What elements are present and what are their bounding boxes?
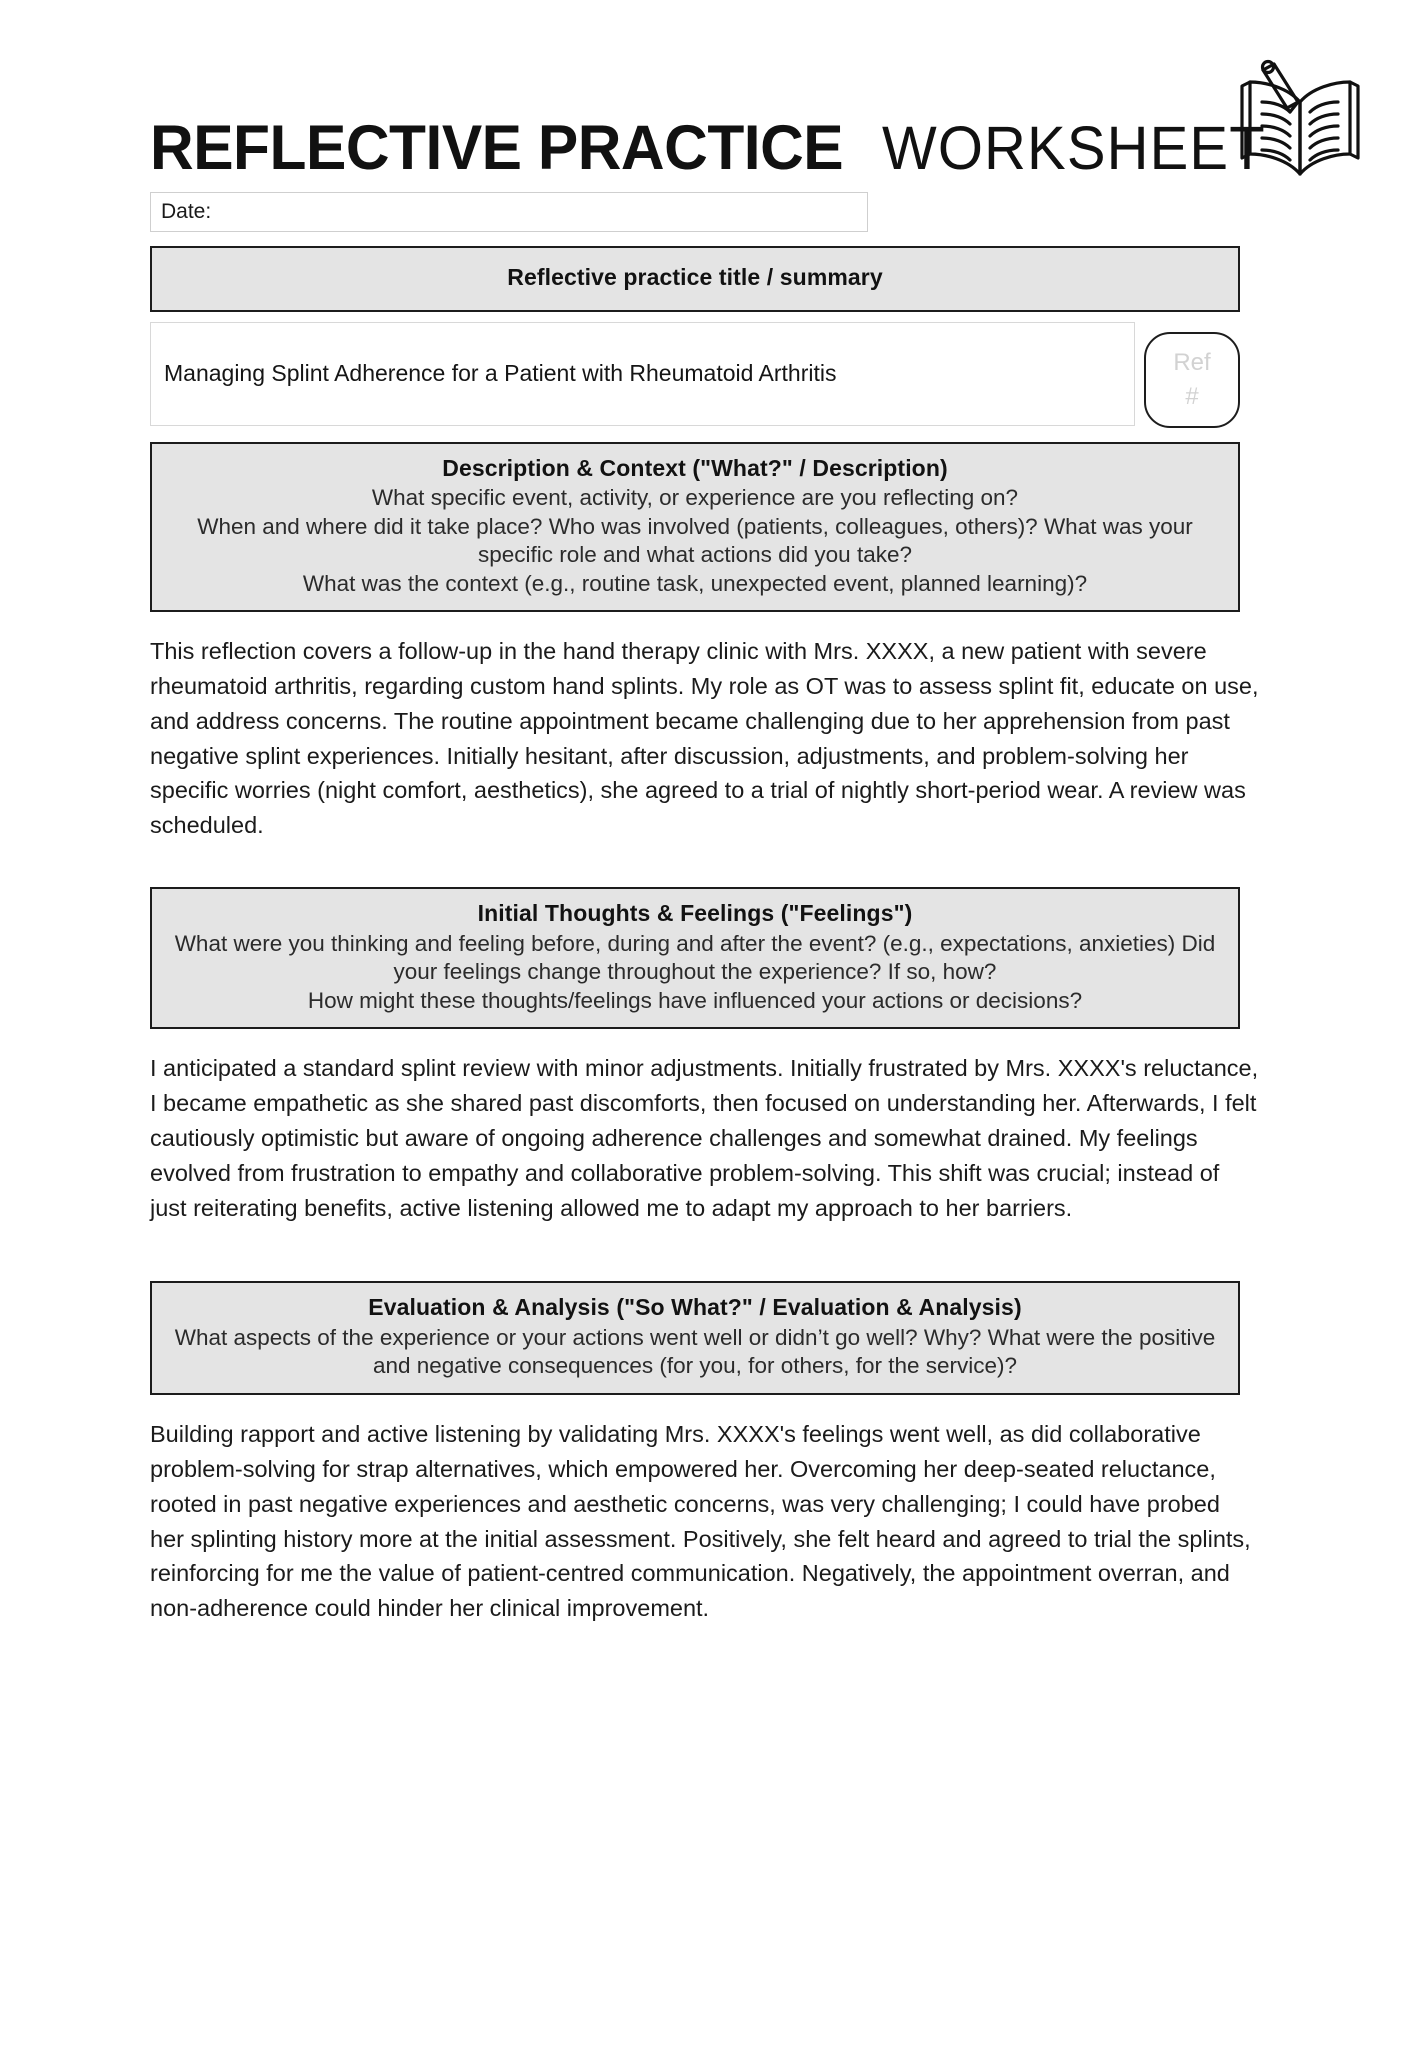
page-title-primary: REFLECTIVE PRACTICE <box>150 113 844 183</box>
summary-value: Managing Splint Adherence for a Patient with Rheumatoid Arthritis <box>164 360 837 387</box>
section-answer-description[interactable]: This reflection covers a follow-up in the hand therapy clinic with Mrs. XXXX, a new patient with severe rheumatoid arthritis, regarding custom hand splints. My role as OT was to assess splint fit, educate on use, and address concerns. The routine appointment became challenging due to her apprehension from past negative splint experiences. Initially hesitant, after discussion, adjustments, and problem-solving her specific worries (night comfort, aesthetics), she agreed to a trial of nightly short-period wear. A review was scheduled. <box>150 637 1259 839</box>
section-prompt: What were you thinking and feeling before, during and after the event? (e.g., expectations, anxieties) Did your feelings change throughout the experience? If so, how? <box>174 930 1216 985</box>
section-description-header <box>150 442 1240 612</box>
section-answer-evaluation[interactable]: Building rapport and active listening by validating Mrs. XXXX's feelings went well, as did collaborative problem-solving for strap alternatives, which empowered her. Overcoming her deep-seated reluctance, rooted in past negative experiences and aesthetic concerns, was very challenging; I could have probed her splinting history more at the initial assessment. Positively, she felt heard and agreed to trial the splints, reinforcing for me the value of patient-centred communication. Negatively, the appointment overran, and non-adherence could hinder her clinical improvement. <box>150 1420 1251 1622</box>
summary-strip <box>150 322 1240 428</box>
open-book-with-pencil-icon <box>1230 56 1370 184</box>
page-title-secondary: WORKSHEET <box>882 114 1266 182</box>
summary-input[interactable] <box>150 322 1135 426</box>
section-header-description <box>150 442 1240 612</box>
section-answer-feelings[interactable]: I anticipated a standard splint review with minor adjustments. Initially frustrated by Mrs. XXXX's reluctance, I became empathetic as she shared past discomforts, then focused on understanding her. Afterwards, I felt cautiously optimistic but aware of ongoing adherence challenges and somewhat drained. My feelings evolved from frustration to empathy and collaborative problem-solving. This shift was crucial; instead of just reiterating benefits, active listening allowed me to adapt my approach to her barriers. <box>150 1054 1259 1221</box>
ref-number-box[interactable] <box>1144 332 1240 428</box>
summary-header-block <box>150 246 1240 312</box>
section-evaluation-header <box>150 1281 1240 1394</box>
section-title: Description & Context ("What?" / Description) <box>442 454 948 481</box>
section-feelings-header <box>150 887 1240 1029</box>
summary-header-title: Reflective practice title / summary <box>507 264 883 290</box>
section-prompt: When and where did it take place? Who was involved (patients, colleagues, others)? What was your specific role and what actions did you take? <box>197 513 1193 568</box>
ref-label: Ref <box>1173 348 1211 376</box>
section-prompt: How might these thoughts/feelings have influenced your actions or decisions? <box>307 987 1083 1013</box>
date-row <box>150 192 868 232</box>
section-header-evaluation <box>150 1281 1240 1394</box>
section-prompt: What aspects of the experience or your actions went well or didn’t go well? Why? What were the positive and negative consequences (for you, for others, for the service)? <box>174 1325 1216 1379</box>
ref-hash: # <box>1185 382 1199 410</box>
worksheet-page <box>0 62 1408 2062</box>
date-label: Date: <box>161 200 212 223</box>
section-prompt: What was the context (e.g., routine task, unexpected event, planned learning)? <box>302 570 1088 596</box>
section-title: Evaluation & Analysis ("So What?" / Evaluation & Analysis) <box>368 1294 1022 1321</box>
summary-header <box>150 246 1240 312</box>
page-header <box>0 62 1408 183</box>
date-field[interactable] <box>150 192 868 232</box>
section-prompt: What specific event, activity, or experience are you reflecting on? <box>371 485 1019 511</box>
section-header-feelings <box>150 887 1240 1029</box>
section-title: Initial Thoughts & Feelings ("Feelings") <box>477 900 913 927</box>
page-title <box>150 113 1286 183</box>
